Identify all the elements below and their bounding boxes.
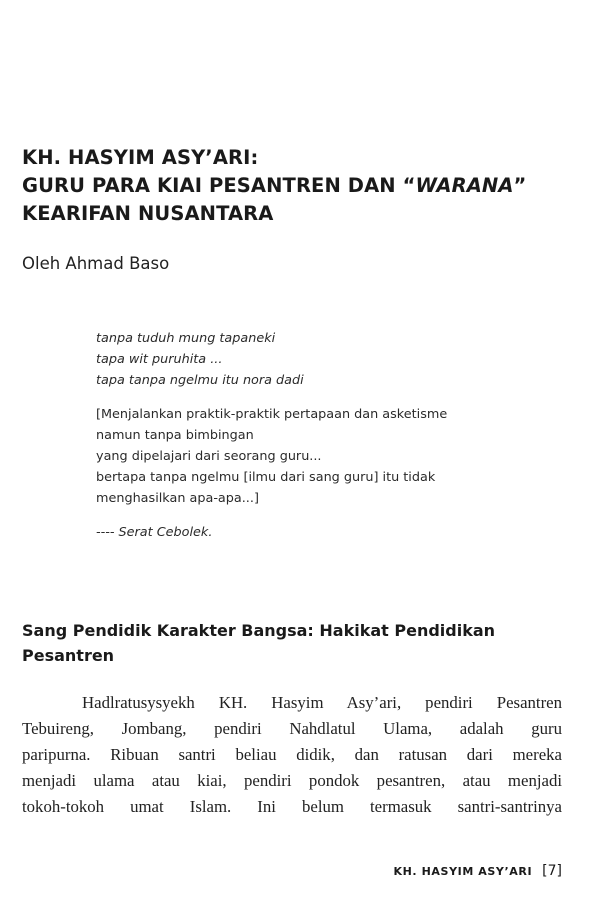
- translation-line: yang dipelajari dari seorang guru...: [96, 449, 322, 464]
- page-number: [7]: [542, 863, 562, 879]
- paragraph-line: Hadlratusysyekh KH. Hasyim Asy’ari, pendiri Pesantren: [82, 693, 562, 712]
- chapter-title-line-2-prefix: GURU PARA KIAI PESANTREN DAN “: [22, 174, 416, 197]
- running-title: KH. HASYIM ASY’ARI: [393, 865, 533, 878]
- chapter-title-line-2: [22, 172, 567, 200]
- translation-line: namun tanpa bimbingan: [96, 428, 254, 443]
- paragraph-line: menjadi ulama atau kiai, pendiri pondok pesantren, atau menjadi: [22, 771, 562, 790]
- verse-line: tapa wit puruhita ...: [96, 352, 223, 367]
- verse-line: tanpa tuduh mung tapaneki: [96, 331, 276, 346]
- paragraph-line: paripurna. Ribuan santri beliau didik, dan ratusan dari mereka: [22, 745, 562, 764]
- epigraph-source: ---- Serat Cebolek.: [96, 525, 213, 540]
- paragraph-line: Tebuireng, Jombang, pendiri Nahdlatul Ulama, adalah guru: [22, 719, 562, 738]
- chapter-title-line-2-suffix: ”: [513, 174, 527, 197]
- chapter-title-line-2-italic: WARANA: [415, 174, 514, 197]
- verse-line: tapa tanpa ngelmu itu nora dadi: [96, 373, 304, 388]
- translation-line: bertapa tanpa ngelmu [ilmu dari sang guru] itu tidak: [96, 470, 436, 485]
- epigraph: [96, 328, 546, 543]
- section-heading: [22, 618, 567, 668]
- chapter-title: [22, 144, 567, 228]
- chapter-title-line-3: KEARIFAN NUSANTARA: [22, 202, 274, 225]
- epigraph-translation: [96, 404, 546, 509]
- translation-line: menghasilkan apa-apa...]: [96, 491, 259, 506]
- epigraph-verse: [96, 328, 546, 391]
- translation-line: [Menjalankan praktik-praktik pertapaan dan asketisme: [96, 407, 448, 422]
- author-byline: Oleh Ahmad Baso: [22, 254, 170, 273]
- section-heading-line: Sang Pendidik Karakter Bangsa: Hakikat Pendidikan: [22, 621, 496, 640]
- chapter-title-line-1: KH. HASYIM ASY’ARI:: [22, 146, 259, 169]
- body-paragraph: [22, 690, 562, 820]
- page-footer: [393, 860, 562, 879]
- section-heading-line: Pesantren: [22, 646, 115, 665]
- paragraph-line: tokoh-tokoh umat Islam. Ini belum termasuk santri-santrinya: [22, 797, 562, 816]
